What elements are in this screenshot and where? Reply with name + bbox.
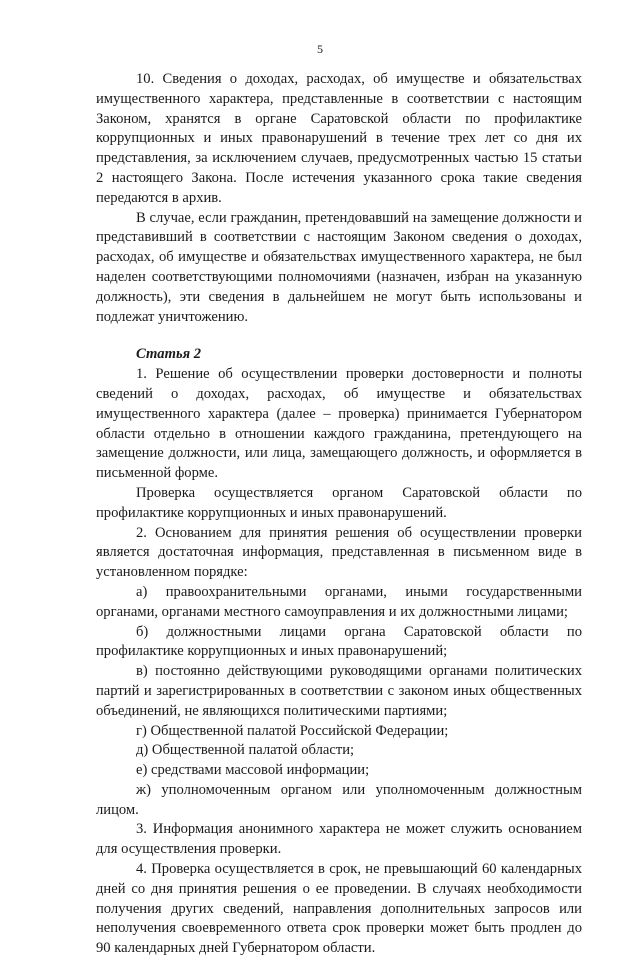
list-item: г) Общественной палатой Российской Федерации; [136, 722, 449, 739]
list-item: а) правоохранительными органами, иными государственными органами, органами местного самоуправления и их должностными лицами; [96, 583, 582, 620]
list-item: д) Общественной палатой области; [136, 742, 355, 759]
article-heading: Статья 2 [136, 346, 202, 363]
paragraph: 2. Основанием для принятия решения об осуществлении проверки является достаточная информация, представленная в письменном виде в установленном порядке: [96, 524, 582, 581]
paragraph: Проверка осуществляется органом Саратовской области по профилактике коррупционных и иных правонарушений. [96, 484, 582, 521]
paragraph: 3. Информация анонимного характера не может служить основанием для осуществления проверки. [96, 821, 582, 858]
list-item: в) постоянно действующими руководящими органами политических партий и зарегистрированных в соответствии с законом иных общественных объединений, не являющихся политическими партиями; [96, 663, 582, 719]
list-item: б) должностными лицами органа Саратовской области по профилактике коррупционных и иных правонарушений; [96, 623, 582, 660]
list-item: ж) уполномоченным органом или уполномоченным должностным лицом. [96, 781, 582, 818]
document-body [96, 70, 582, 959]
paragraph: 4. Проверка осуществляется в срок, не превышающий 60 календарных дней со дня принятия решения о ее проведении. В случаях необходимости получения других сведений, направления дополнительных запросов или неполучения своевременного ответа срок проверки может быть продлен до 90 календарных дней Губернатором области. [96, 861, 582, 957]
list-item: е) средствами массовой информации; [136, 762, 370, 779]
paragraph: В случае, если гражданин, претендовавший на замещение должности и представивший в соответствии с настоящим Законом сведения о доходах, расходах, об имуществе и обязательствах имущественного характера, не был наделен соответствующими полномочиями (назначен, избран на указанную должность), эти сведения в дальнейшем не могут быть использованы и подлежат уничтожению. [96, 209, 582, 325]
paragraph: 1. Решение об осуществлении проверки достоверности и полноты сведений о доходах, расходах, об имуществе и обязательствах имущественного характера (далее – проверка) принимается Губернатором области отдельно в отношении каждого гражданина, претендующего на замещение должности, или лица, замещающего должность, и оформляется в письменной форме. [96, 366, 582, 482]
page-number: 5 [317, 42, 323, 56]
paragraph: 10. Сведения о доходах, расходах, об имуществе и обязательствах имущественного характера, представленные в соответствии с настоящим Законом, хранятся в органе Саратовской области по профилактике коррупционных и иных правонарушений в течение трех лет со дня их представления, за исключением случаев, предусмотренных частью 15 статьи 2 настоящего Закона. После истечения указанного срока такие сведения передаются в архив. [96, 71, 582, 206]
